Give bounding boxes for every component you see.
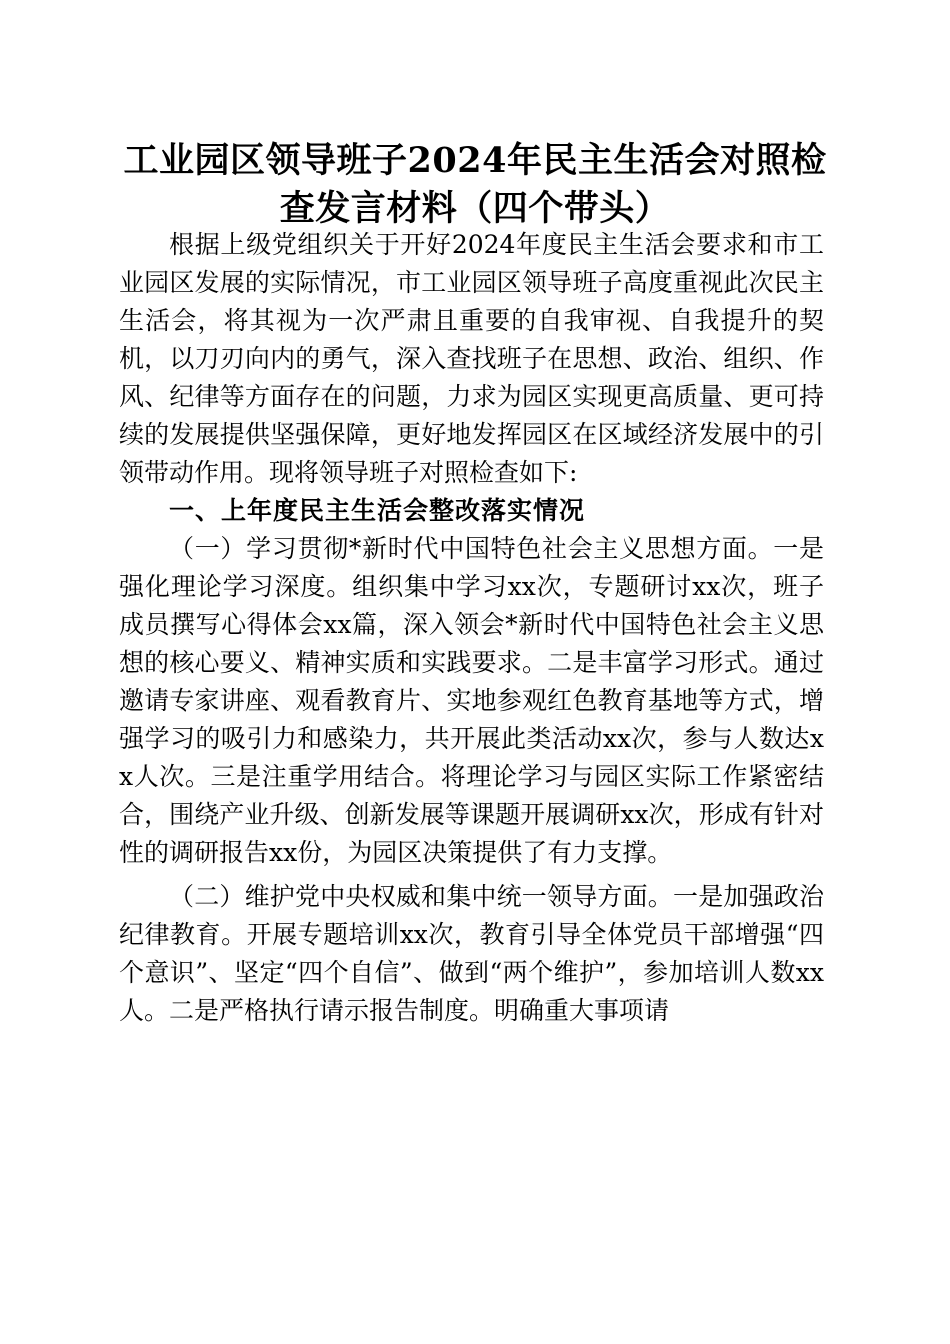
document-title <box>100 137 850 233</box>
paragraph-study: （一）学习贯彻*新时代中国特色社会主义思想方面。一是强化理论学习深度。组织集中学习xx次，专题研讨xx次，班子成员撰写心得体会xx篇，深入领会*新时代中国特色社会主义思想的核心要义、精神实质和实践要求。二是丰富学习形式。通过邀请专家讲座、观看教育片、实地参观红色教育基地等方式，增强学习的吸引力和感染力，共开展此类活动xx次，参与人数达xx人次。三是注重学用结合。将理论学习与园区实际工作紧密结合，围绕产业升级、创新发展等课题开展调研xx次，形成有针对性的调研报告xx份，为园区决策提供了有力支撑。 <box>119 534 824 867</box>
document-body <box>119 226 824 1030</box>
title-line-2: 查发言材料（四个带头） <box>279 188 671 229</box>
section-heading: 一、上年度民主生活会整改落实情况 <box>169 496 586 525</box>
title-line-1: 工业园区领导班子2024年民主生活会对照检 <box>123 140 827 181</box>
paragraph-authority: （二）维护党中央权威和集中统一领导方面。一是加强政治纪律教育。开展专题培训xx次，教育引导全体党员干部增强“四个意识”、坚定“四个自信”、做到“两个维护”，参加培训人数xx人。二是严格执行请示报告制度。明确重大事项请 <box>119 882 824 1025</box>
intro-paragraph: 根据上级党组织关于开好2024年度民主生活会要求和市工业园区发展的实际情况，市工业园区领导班子高度重视此次民主生活会，将其视为一次严肃且重要的自我审视、自我提升的契机，以刀刃向内的勇气，深入查找班子在思想、政治、组织、作风、纪律等方面存在的问题，力求为园区实现更高质量、更可持续的发展提供坚强保障，更好地发挥园区在区域经济发展中的引领带动作用。现将领导班子对照检查如下: <box>119 230 824 487</box>
